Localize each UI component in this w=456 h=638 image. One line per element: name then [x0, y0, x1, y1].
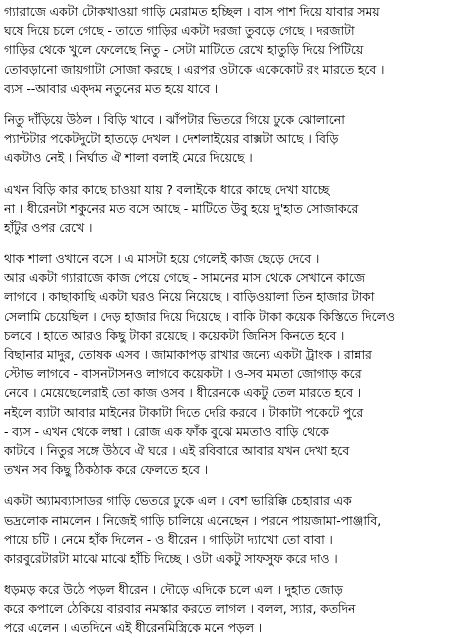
- text-line: নইলে ব্যাটা আবার মাইনের টাকাটা দিতে দেরি করবে । টাকাটা পকেটে পুরে: [4, 404, 364, 420]
- text-line: তখন সব কিছু ঠিকঠাক করে ফেলতে হবে ।: [4, 462, 208, 478]
- text-line: বিছানার মাদুর, তোষক এসব । জামাকাপড় রাখার জন্যে একটা ট্রাংক । রান্নার: [4, 347, 372, 362]
- text-line: না । ধীরেনটা শকুনের মত বসে আছে - মাটিতে উবু হয়ে দু'হাত সোজাকরে: [4, 200, 359, 216]
- text-line: পরে এলেন । এতদিনে এই ধীরেনমিস্ত্রিকে মনে পড়ল ।: [4, 620, 263, 636]
- text-line: ঘষে দিয়ে চলে গেছে - তাতে গাড়ির একটা দরজা তুবড়ে গেছে । দরজাটা: [4, 23, 355, 39]
- text-line: একটা অ্যামব্যাসাডর গাড়ি ভেতরে ঢুকে এল । বেশ ভারিক্কি চেহারার এক: [4, 493, 352, 509]
- text-line: আর একটা গ্যারাজে কাজ পেয়ে গেছে - সামনের মাস থেকে সেখানে কাজে: [4, 270, 365, 286]
- paragraph-2: [4, 110, 452, 168]
- text-line: তোবড়ানো জায়গাটা সোজা করছে । এরপর ওটাকে একেকোট রং মারতে হবে ।: [4, 61, 385, 77]
- text-line: একটাও নেই । নির্ঘাত ঐ শালা বলাই মেরে দিয়েছে ।: [4, 150, 253, 166]
- text-line: কাটবে । নিতুর সঙ্গে উঠবে ঐ ঘরে । এই রবিবারে আবার যখন দেখা হবে: [4, 442, 350, 458]
- text-line: পায়ে চটি । নেমে হাঁক দিলেন - ও ধীরেন । গাড়িটা দ্যাখো তো বাবা ।: [4, 531, 333, 547]
- paragraph-3: [4, 180, 452, 238]
- text-line: গ্যারাজে একটা টোকখাওয়া গাড়ি মেরামত হচ্ছিল । বাস পাশ দিয়ে যাবার সময়: [4, 4, 380, 19]
- text-line: নিতু দাঁড়িয়ে উঠল । বিড়ি খাবে । ঝাঁপটার ভিতরে গিয়ে ঢুকে ঝোলানো: [4, 111, 345, 127]
- text-line: গাড়ির থেকে খুলে ফেলেছে নিতু - সেটা মাটিতে রেখে হাতুড়ি দিয়ে পিটিয়ে: [4, 42, 364, 58]
- text-line: - ব্যস - এখন থেকে লম্বা । রোজ এক ফাঁক বুঝে মমতাও বাড়ি থেকে: [4, 423, 329, 439]
- text-line: স্টোভ লাগবে - বাসনটাসনও লাগবে কয়েকটা । ও-সব মমতা জোগাড় করে: [4, 366, 362, 382]
- paragraph-1: [4, 2, 452, 98]
- paragraph-4: [4, 249, 452, 479]
- text-line: কারবুরেটারটা মাঝে মাঝে হাঁচি দিচ্ছে । ওটা একটু সাফসুফ করে দাও ।: [4, 550, 338, 566]
- text-line: ভদ্রলোক নামলেন । নিজেই গাড়ি চালিয়ে এনেছেন । পরনে পায়জামা-পাঞ্জাবি,: [4, 512, 382, 528]
- text-line: ধড়মড় করে উঠে পড়ল ধীরেন । দৌড়ে এদিকে চলে এল । দুহাত জোড়: [4, 582, 343, 598]
- text-line: করে কপালে ঠেকিয়ে বারবার নমস্কার করতে লাগল । বলল, স্যার, কতদিন: [4, 601, 356, 617]
- text-line: প্যান্টটার পকেটদুটো হাতড়ে দেখল । দেশলাইয়ের বাক্সটা আছে । বিড়ি: [4, 131, 339, 147]
- paragraph-5: [4, 491, 452, 568]
- text-line: লাগবে । কাছাকাছি একটা ঘরও নিয়ে নিয়েছে । বাড়িওয়ালা তিন হাজার টাকা: [4, 289, 375, 305]
- text-line: ব্যস --আবার এক্দম নতুনের মত হয়ে যাবে ।: [4, 80, 219, 96]
- text-line: থাক শালা ওখানে বসে । এ মাসটা হয়ে গেলেই কাজ ছেড়ে দেবে ।: [4, 251, 320, 267]
- text-line: সেলামি চেয়েছিল । দেড় হাজার দিয়ে দিয়েছে । বাকি টাকা কয়েক কিস্তিতে দিলেও: [4, 308, 395, 324]
- text-line: এখন বিড়ি কার কাছে চাওয়া যায় ? বলাইকে ধারে কাছে দেখা যাচ্ছে: [4, 181, 330, 197]
- text-line: নেবে । মেয়েছেলেরাই তো কাজ ওসব । ধীরেনকে একটু তেল মারতে হবে ।: [4, 385, 362, 401]
- text-line: হাঁটুর ওপর রেখে ।: [4, 219, 93, 235]
- text-line: চলবে । হাতে আরও কিছু টাকা রয়েছে । কয়েকটা জিনিস কিনতে হবে ।: [4, 327, 345, 343]
